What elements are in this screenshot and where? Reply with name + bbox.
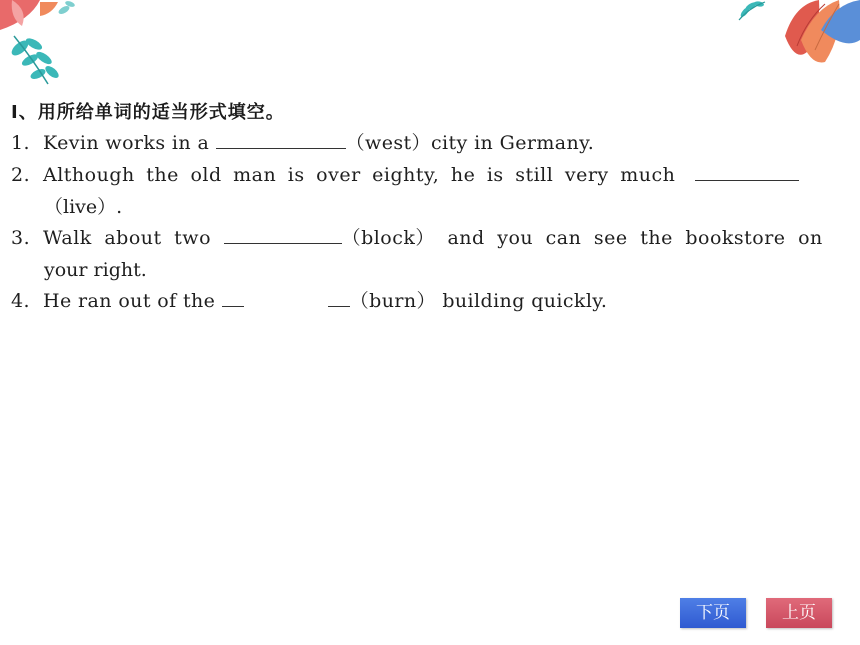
word-hint: （burn） <box>349 290 436 312</box>
question-text: Kevin works in a <box>43 132 210 154</box>
leaf-decoration-right <box>735 0 860 70</box>
question-text: Walk about two <box>43 227 212 249</box>
leaf-decoration-left <box>0 0 90 95</box>
next-page-button[interactable]: 下页 <box>680 598 746 628</box>
question-4 <box>11 286 607 317</box>
question-number: 4. <box>11 290 30 312</box>
word-hint: （west） <box>345 132 431 154</box>
question-2-continuation <box>44 192 122 223</box>
word-hint: （block） <box>341 227 435 249</box>
previous-page-button[interactable]: 上页 <box>766 598 832 628</box>
question-number: 2. <box>11 164 31 186</box>
question-text: He ran out of the <box>43 290 216 312</box>
question-text: Although the old man is over eighty, he is still very much <box>43 164 676 186</box>
question-number: 3. <box>11 227 31 249</box>
answer-blank[interactable] <box>216 128 346 149</box>
answer-blank[interactable] <box>224 223 342 244</box>
question-3 <box>11 223 823 254</box>
question-text: building quickly. <box>442 290 608 312</box>
question-1 <box>11 128 594 159</box>
question-3-continuation <box>44 255 147 286</box>
question-number: 1. <box>11 132 30 154</box>
word-hint: （live）. <box>44 196 123 218</box>
question-text: and you can see the bookstore on <box>447 227 823 249</box>
question-text: your right. <box>44 259 147 281</box>
answer-blank[interactable] <box>222 287 350 307</box>
question-text: city in Germany. <box>430 132 595 154</box>
answer-blank[interactable] <box>695 160 799 181</box>
question-2 <box>11 160 799 191</box>
section-heading: Ⅰ、用所给单词的适当形式填空。 <box>11 102 285 123</box>
